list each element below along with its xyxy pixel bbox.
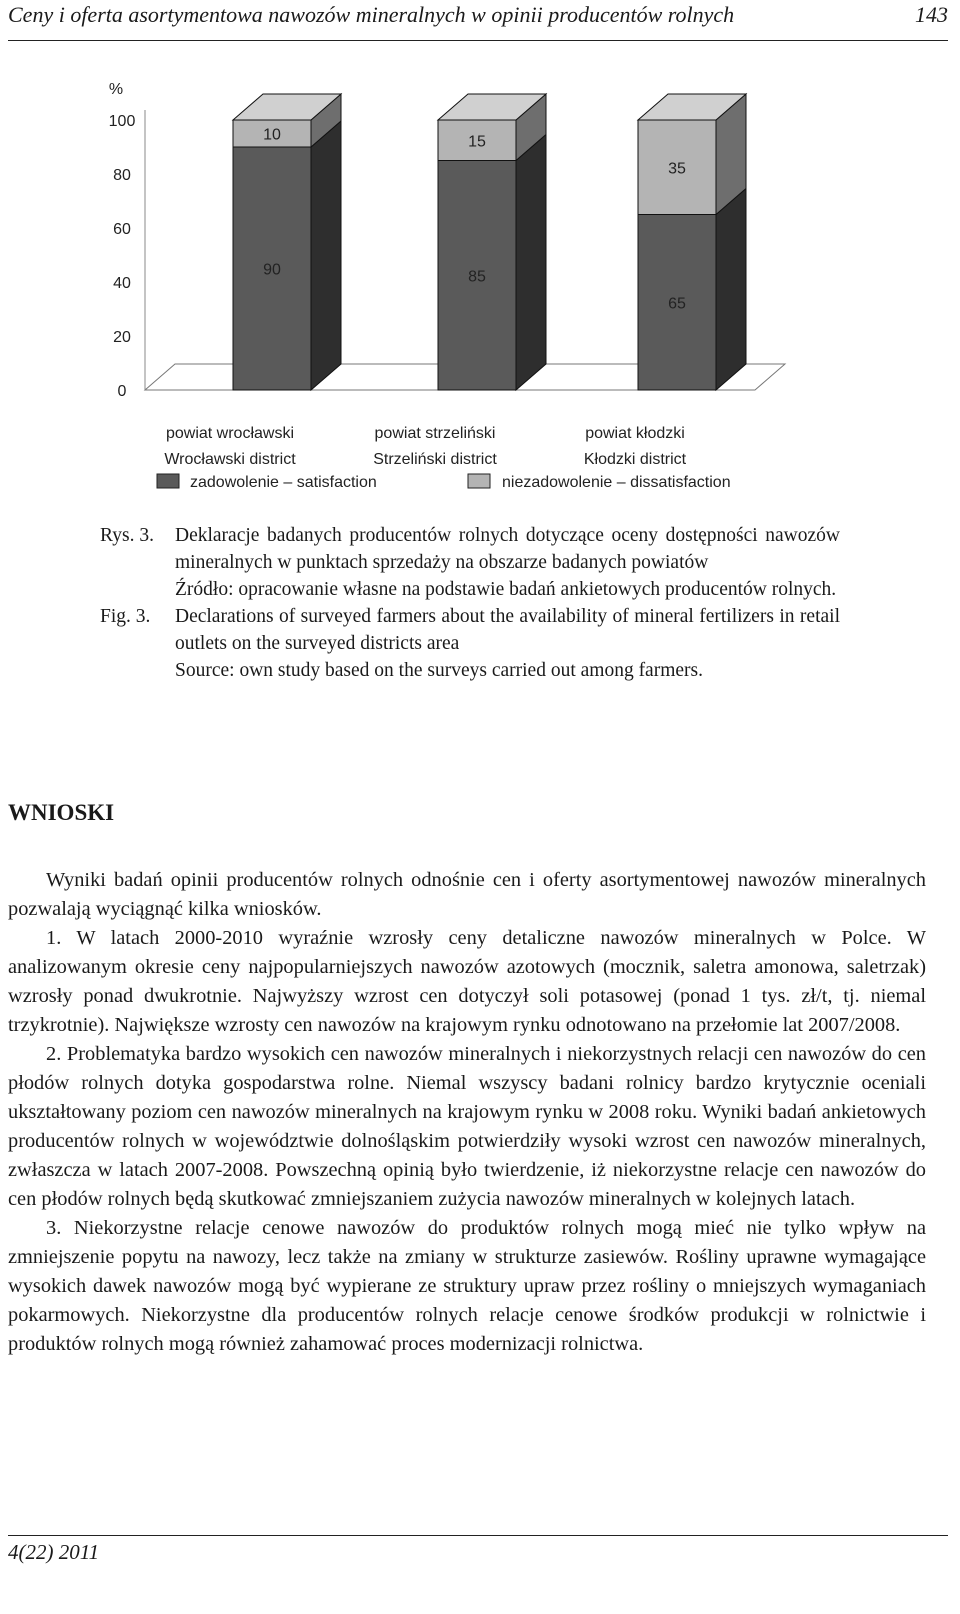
legend-swatch xyxy=(468,474,490,488)
figure-caption xyxy=(100,522,840,684)
paragraph: 3. Niekorzystne relacje cenowe nawozów do produktów rolnych mogą mieć nie tylko wpływ na zmniejszenie popytu na nawozy, lecz także na zmiany w strukturze zasiewów. Rośliny uprawne wymagające wysokich dawek nawozów mogą być wypierane ze struktury upraw przez rośliny o mniejszych wymaganiach pokarmowych. Niekorzystne dla producentów rolnych relacje cenowe środków produkcji w rolnictwie i produktów rolnych mogą również zahamować proces modernizacji rolnictwa. xyxy=(8,1217,926,1355)
data-label: 90 xyxy=(263,261,281,279)
x-category-label: Wrocławski district xyxy=(164,451,296,468)
issue-footer: 4(22) 2011 xyxy=(8,1540,100,1564)
caption-pl-source: Źródło: opracowanie własne na podstawie badań ankietowych producentów rolnych. xyxy=(175,579,837,600)
x-category-label: powiat wrocławski xyxy=(165,425,295,442)
stacked-bar-chart xyxy=(0,50,960,510)
y-tick-label: 100 xyxy=(108,113,136,130)
footer-rule xyxy=(8,1535,948,1536)
bar-side-satisfaction xyxy=(716,189,746,391)
caption-en-label: Fig. 3. xyxy=(100,606,151,627)
x-category-label: Strzeliński district xyxy=(373,451,497,468)
running-header xyxy=(8,0,948,41)
data-label: 85 xyxy=(468,268,486,286)
paragraph: 1. W latach 2000-2010 wyraźnie wzrosły ceny detaliczne nawozów mineralnych w Polce. W analizowanym okresie ceny najpopularniejszych nawozów azotowych (mocznik, saletra amonowa, saletrzak) wzrosły ponad dwukrotnie. Najwyższy wzrost cen dotyczył soli potasowej (ponad 1 tys. zł/t, tj. niemal trzykrotnie). Największe wzrosty cen nawozów na krajowym rynku odnotowano na przełomie lat 2007/2008. xyxy=(8,927,926,1036)
data-label: 35 xyxy=(668,160,686,178)
data-label: 15 xyxy=(468,133,486,151)
caption-en-source: Source: own study based on the surveys carried out among farmers. xyxy=(175,660,703,681)
x-category-label: powiat strzeliński xyxy=(374,425,496,442)
x-category-label: powiat kłodzki xyxy=(585,425,685,442)
y-tick-label: 20 xyxy=(113,329,131,346)
running-title: Ceny i oferta asortymentowa nawozów mineralnych w opinii producentów rolnych xyxy=(8,2,735,27)
legend-label: zadowolenie – satisfaction xyxy=(190,474,377,491)
legend-swatch xyxy=(157,474,179,488)
y-tick-label: 80 xyxy=(113,167,131,184)
data-label: 10 xyxy=(263,126,281,144)
caption-pl-text: Deklaracje badanych producentów rolnych dotyczące oceny dostępności nawozów mineralnych w punktach sprzedaży na obszarze badanych powiatów xyxy=(175,525,840,573)
paragraph: Wyniki badań opinii producentów rolnych odnośnie cen i oferty asortymentowej nawozów mineralnych pozwalają wyciągnąć kilka wniosków. xyxy=(8,869,926,920)
bar-side-satisfaction xyxy=(516,135,546,391)
conclusions-body xyxy=(8,866,926,1359)
caption-pl-label: Rys. 3. xyxy=(100,525,154,546)
section-title: WNIOSKI xyxy=(8,800,115,825)
y-axis-unit-label: % xyxy=(108,81,124,98)
data-label: 65 xyxy=(668,295,686,313)
y-tick-label: 40 xyxy=(113,275,131,292)
legend-label: niezadowolenie – dissatisfaction xyxy=(502,474,731,491)
bar-side-satisfaction xyxy=(311,121,341,390)
y-tick-label: 0 xyxy=(117,383,127,400)
caption-en-text: Declarations of surveyed farmers about the availability of mineral fertilizers in retail outlets on the surveyed districts area xyxy=(175,606,840,654)
page-number: 143 xyxy=(915,2,948,27)
x-category-label: Kłodzki district xyxy=(583,451,687,468)
paragraph: 2. Problematyka bardzo wysokich cen nawozów mineralnych i niekorzystnych relacji cen nawozów do cen płodów rolnych dotyka gospodarstwa rolne. Niemal wszyscy badani rolnicy bardzo krytycznie oceniali ukształtowany poziom cen nawozów mineralnych na krajowym rynku w 2008 roku. Wyniki badań ankietowych producentów rolnych w województwie dolnośląskim potwierdziły wysoki wzrost cen nawozów mineralnych, zwłaszcza w latach 2007-2008. Powszechną opinią było twierdzenie, iż niekorzystne relacje cen nawozów do cen płodów rolnych będą skutkować zmniejszaniem zużycia nawozów mineralnych w kolejnych latach. xyxy=(8,1043,926,1210)
y-tick-label: 60 xyxy=(113,221,131,238)
